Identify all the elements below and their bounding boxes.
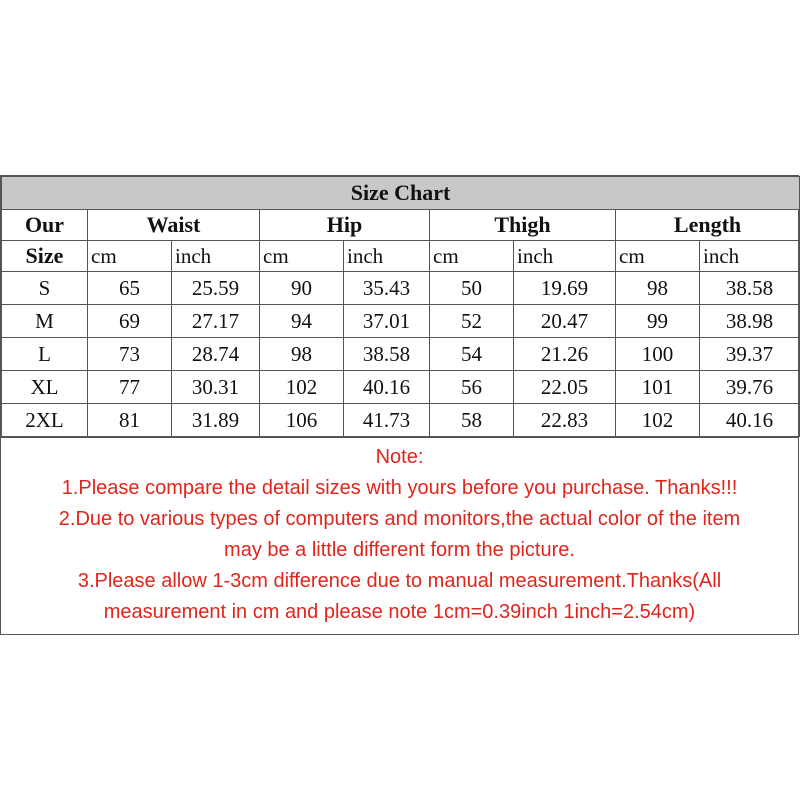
- unit-header: inch: [514, 241, 616, 272]
- note-line: 3.Please allow 1-3cm difference due to manual measurement.Thanks(All: [77, 570, 722, 592]
- table-cell: 22.83: [514, 404, 616, 437]
- table-cell: 52: [430, 305, 514, 338]
- note-heading: Note:: [375, 446, 424, 468]
- table-cell: 94: [260, 305, 344, 338]
- table-cell: 38.98: [700, 305, 800, 338]
- table-cell: 38.58: [344, 338, 430, 371]
- table-cell: 19.69: [514, 272, 616, 305]
- table-cell: 99: [616, 305, 700, 338]
- table-cell: 56: [430, 371, 514, 404]
- table-row: [2, 305, 800, 338]
- note-line: measurement in cm and please note 1cm=0.39inch 1inch=2.54cm): [103, 601, 696, 623]
- group-header-length: Length: [616, 210, 800, 241]
- table-cell: 22.05: [514, 371, 616, 404]
- table-cell: 21.26: [514, 338, 616, 371]
- size-label: S: [2, 272, 88, 305]
- unit-header: cm: [260, 241, 344, 272]
- table-cell: 35.43: [344, 272, 430, 305]
- table-cell: 40.16: [344, 371, 430, 404]
- table-cell: 58: [430, 404, 514, 437]
- table-cell: 98: [616, 272, 700, 305]
- size-chart: [0, 175, 799, 635]
- table-cell: 102: [260, 371, 344, 404]
- table-cell: 41.73: [344, 404, 430, 437]
- unit-header: cm: [88, 241, 172, 272]
- table-row: [2, 338, 800, 371]
- table-cell: 40.16: [700, 404, 800, 437]
- table-cell: 106: [260, 404, 344, 437]
- table-cell: 37.01: [344, 305, 430, 338]
- unit-header: cm: [430, 241, 514, 272]
- table-cell: 90: [260, 272, 344, 305]
- table-cell: 101: [616, 371, 700, 404]
- corner-size: Size: [2, 241, 88, 272]
- note-line: may be a little different form the picture.: [224, 539, 575, 561]
- size-label: XL: [2, 371, 88, 404]
- table-cell: 20.47: [514, 305, 616, 338]
- size-table: [1, 176, 800, 437]
- table-cell: 39.76: [700, 371, 800, 404]
- table-cell: 73: [88, 338, 172, 371]
- table-cell: 102: [616, 404, 700, 437]
- unit-header: inch: [172, 241, 260, 272]
- table-cell: 69: [88, 305, 172, 338]
- table-cell: 28.74: [172, 338, 260, 371]
- group-header-thigh: Thigh: [430, 210, 616, 241]
- table-cell: 30.31: [172, 371, 260, 404]
- size-label: M: [2, 305, 88, 338]
- size-label: L: [2, 338, 88, 371]
- table-cell: 31.89: [172, 404, 260, 437]
- table-cell: 77: [88, 371, 172, 404]
- table-cell: 81: [88, 404, 172, 437]
- table-cell: 100: [616, 338, 700, 371]
- table-row: [2, 272, 800, 305]
- unit-header: inch: [700, 241, 800, 272]
- table-cell: 27.17: [172, 305, 260, 338]
- unit-header: inch: [344, 241, 430, 272]
- unit-header: cm: [616, 241, 700, 272]
- note-line: 1.Please compare the detail sizes with yours before you purchase. Thanks!!!: [61, 477, 738, 499]
- table-cell: 98: [260, 338, 344, 371]
- table-row: [2, 371, 800, 404]
- group-header-waist: Waist: [88, 210, 260, 241]
- notes-section: [1, 437, 798, 634]
- note-line: 2.Due to various types of computers and monitors,the actual color of the item: [58, 508, 741, 530]
- corner-our: Our: [2, 210, 88, 241]
- size-label: 2XL: [2, 404, 88, 437]
- table-cell: 25.59: [172, 272, 260, 305]
- table-cell: 39.37: [700, 338, 800, 371]
- table-title: Size Chart: [2, 177, 800, 210]
- table-cell: 38.58: [700, 272, 800, 305]
- group-header-hip: Hip: [260, 210, 430, 241]
- table-row: [2, 404, 800, 437]
- table-cell: 50: [430, 272, 514, 305]
- table-cell: 54: [430, 338, 514, 371]
- table-cell: 65: [88, 272, 172, 305]
